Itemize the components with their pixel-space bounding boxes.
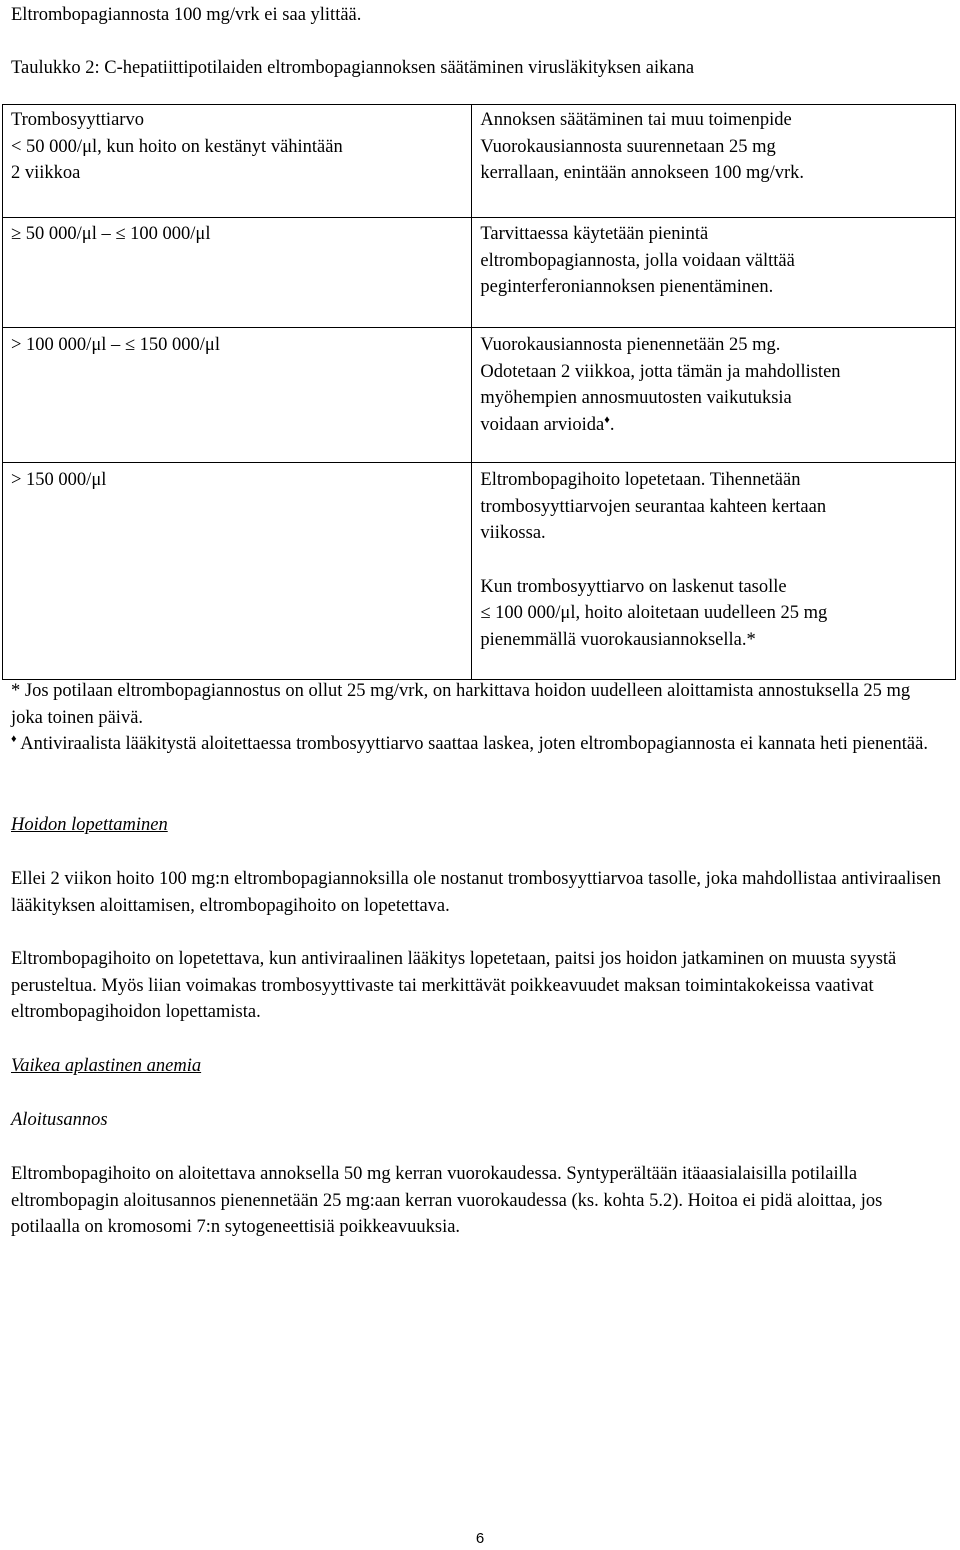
row-extra-line: ≤ 100 000/μl, hoito aloitetaan uudelleen 25 mg — [480, 603, 828, 623]
header-right-line: Annoksen säätäminen tai muu toimenpide — [480, 110, 792, 130]
row-action-line: Vuorokausiannosta pienennetään 25 mg. — [480, 335, 781, 355]
table-caption: Taulukko 2: C-hepatiittipotilaiden eltrombopagiannoksen säätäminen virusläkityksen aikana — [11, 58, 695, 78]
row-extra-line: pienemmällä vuorokausiannoksella.* — [480, 629, 756, 650]
diamond-symbol: ♦ — [11, 732, 17, 745]
row-action-line: Tarvittaessa käytetään pienintä — [480, 224, 709, 244]
footnote-diamond-text: Antiviraalista lääkitystä aloitettaessa trombosyyttiarvo saattaa laskea, joten eltrombopagiannosta ei kannata heti pienentää. — [16, 734, 928, 754]
footnote-diamond — [11, 731, 946, 758]
table-row — [3, 105, 956, 218]
paragraph-start-dose: Eltrombopagihoito on aloitettava annoksella 50 mg kerran vuorokaudessa. Syntyperältään itäaasialaisilla potilailla eltrombopagin aloitusannos pienennetään 25 mg:aan kerran vuorokaudessa (ks. kohta 5.2). Hoitoa ei pidä aloittaa, jos potilaalla on kromosomi 7:n sytogeneettisiä poikkeavuuksia. — [11, 1164, 883, 1237]
row-threshold-1: ≥ 50 000/μl – ≤ 100 000/μl — [11, 224, 211, 244]
diamond-marker: ♦ — [604, 413, 610, 426]
heading-hoidon-lopettaminen: Hoidon lopettaminen — [11, 815, 168, 835]
paragraph-stop-2: Eltrombopagihoito on lopetettava, kun antiviraalinen lääkitys lopetetaan, paitsi jos hoidon jatkaminen on muusta syystä perusteltua. Myös liian voimakas trombosyyttivaste tai merkittävät poikkeavuudet maksan toimintakokeissa vaativat eltrombopagihoidon lopettamista. — [11, 949, 897, 1022]
heading-vaikea-aplastinen-anemia: Vaikea aplastinen anemia — [11, 1056, 202, 1076]
header-right-line: Vuorokausiannosta suurennetaan 25 mg — [480, 136, 776, 157]
row-threshold-3: > 150 000/μl — [11, 470, 107, 490]
heading-aloitusannos: Aloitusannos — [11, 1110, 108, 1130]
intro-line: Eltrombopagiannosta 100 mg/vrk ei saa ylittää. — [11, 5, 362, 25]
header-right-line: kerrallaan, enintään annokseen 100 mg/vrk. — [480, 163, 805, 183]
table-row — [3, 218, 956, 328]
row-action-suffix: . — [609, 414, 615, 435]
footnote-star: * Jos potilaan eltrombopagiannostus on ollut 25 mg/vrk, on harkittava hoidon uudelleen aloittamista annostuksella 25 mg joka toinen päivä. — [11, 681, 911, 728]
header-left-line: Trombosyyttiarvo — [11, 110, 144, 130]
paragraph-stop-1: Ellei 2 viikon hoito 100 mg:n eltrombopagiannoksilla ole nostanut trombosyyttiarvoa tasolle, joka mahdollistaa antiviraalisen lääkityksen aloittamisen, eltrombopagihoito on lopetettava. — [11, 869, 941, 916]
row-action-line: voidaan arvioida — [480, 414, 605, 435]
row-action-line: peginterferoniannoksen pienentäminen. — [480, 277, 774, 297]
header-left-line: < 50 000/μl, kun hoito on kestänyt vähintään — [11, 136, 343, 157]
table-row — [3, 463, 956, 680]
row-extra-line: Kun trombosyyttiarvo on laskenut tasolle — [480, 576, 787, 597]
row-action-line: Eltrombopagihoito lopetetaan. Tihennetään — [480, 470, 801, 490]
table-row — [3, 328, 956, 463]
dose-adjustment-table — [2, 104, 956, 680]
row-action-line: trombosyyttiarvojen seurantaa kahteen kertaan — [480, 496, 827, 517]
header-left-line: 2 viikkoa — [11, 163, 81, 183]
page-number: 6 — [475, 1530, 485, 1547]
row-action-line: eltrombopagiannosta, jolla voidaan välttää — [480, 250, 795, 271]
row-action-line: viikossa. — [480, 523, 546, 543]
row-threshold-2: > 100 000/μl – ≤ 150 000/μl — [11, 335, 220, 355]
row-action-line: Odotetaan 2 viikkoa, jotta tämän ja mahdollisten — [480, 361, 841, 382]
row-action-line: myöhempien annosmuutosten vaikutuksia — [480, 388, 792, 408]
